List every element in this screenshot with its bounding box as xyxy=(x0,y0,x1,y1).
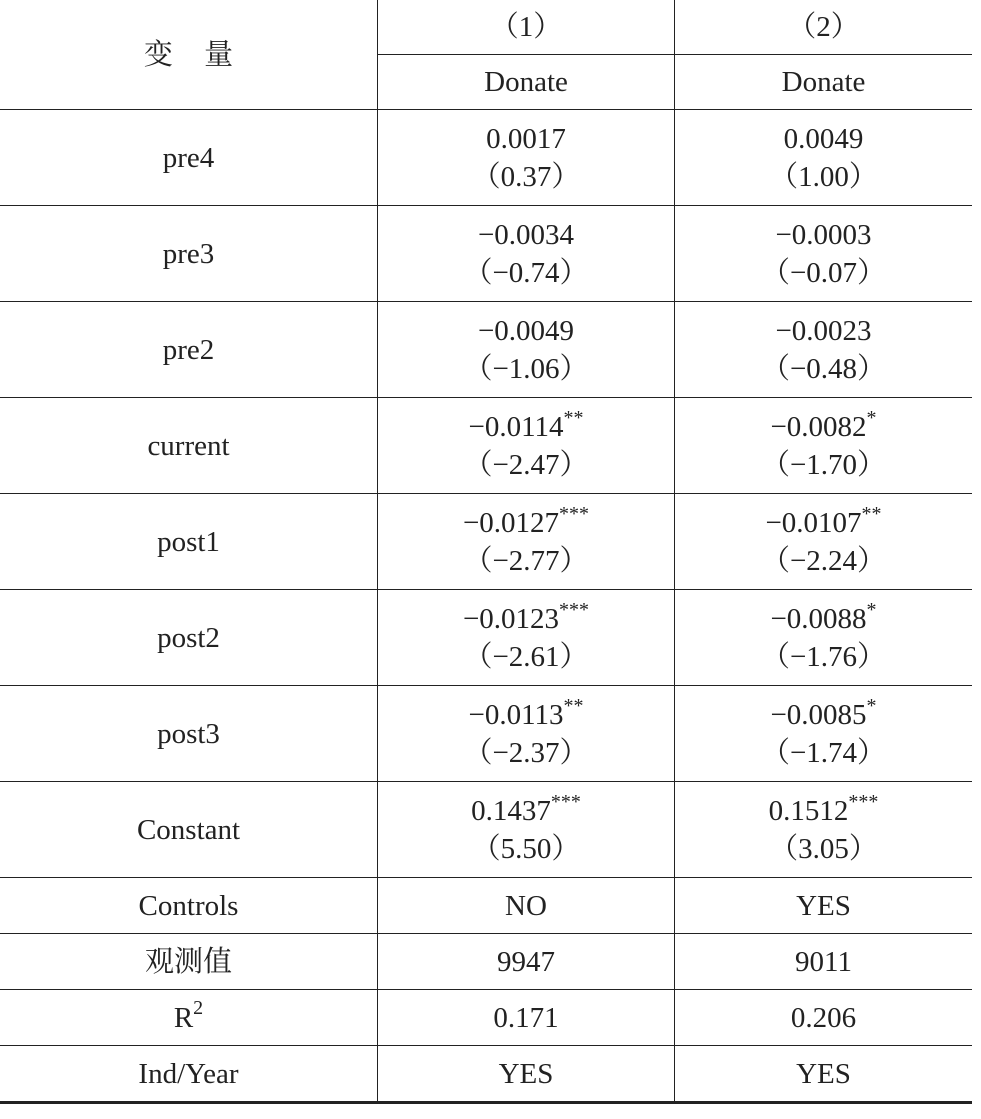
coefficient-value: −0.0034 xyxy=(477,218,575,251)
coefficient-cell xyxy=(675,494,973,590)
coefficient-value: −0.0107 xyxy=(765,506,862,539)
superscript-two: 2 xyxy=(193,996,204,1019)
coefficient-value: −0.0088 xyxy=(770,602,867,635)
variable-name: pre3 xyxy=(0,206,378,302)
coefficient-value: −0.0127 xyxy=(462,506,560,539)
t-statistic: （−0.74） xyxy=(463,256,589,289)
t-statistic: （−2.24） xyxy=(760,544,887,577)
t-statistic: （−1.06） xyxy=(463,352,589,385)
coefficient-value-line xyxy=(378,408,674,446)
variable-name: Constant xyxy=(0,782,378,878)
t-statistic: （−2.61） xyxy=(463,640,589,673)
coefficient-value: 0.0017 xyxy=(486,122,566,155)
coefficient-row xyxy=(0,494,972,590)
variable-name: post3 xyxy=(0,686,378,782)
variable-header-label: 变 量 xyxy=(143,38,246,71)
column-1-number: （1） xyxy=(378,0,675,55)
summary-label xyxy=(0,934,378,990)
coefficient-value: −0.0082 xyxy=(770,410,867,443)
summary-label-text: R xyxy=(173,1001,194,1034)
significance-stars: *** xyxy=(559,502,590,525)
summary-row-controls xyxy=(0,878,972,934)
coefficient-value: 0.0049 xyxy=(783,122,864,155)
variable-name: pre4 xyxy=(0,110,378,206)
coefficient-value: 0.1437 xyxy=(471,794,551,827)
coefficient-row xyxy=(0,590,972,686)
summary-row-observations xyxy=(0,934,972,990)
column-2-number: （2） xyxy=(675,0,973,55)
summary-value: 9947 xyxy=(378,934,675,990)
summary-row-fixed-effects xyxy=(0,1046,972,1103)
t-statistic: （0.37） xyxy=(471,160,581,193)
coefficient-value-line xyxy=(675,504,972,542)
coefficient-row xyxy=(0,686,972,782)
coefficient-cell xyxy=(675,110,973,206)
summary-label-text: 观测值 xyxy=(144,945,232,978)
coefficient-cell xyxy=(378,782,675,878)
coefficient-cell xyxy=(378,302,675,398)
coefficient-row xyxy=(0,302,972,398)
coefficient-value-line xyxy=(675,120,972,158)
coefficient-row xyxy=(0,206,972,302)
coefficient-value: −0.0114 xyxy=(468,410,564,443)
t-statistic: （3.05） xyxy=(769,832,878,865)
t-statistic: （1.00） xyxy=(769,160,878,193)
coefficient-value-line xyxy=(378,216,674,254)
column-1-dependent-variable: Donate xyxy=(378,55,675,110)
coefficient-row xyxy=(0,782,972,878)
coefficient-cell xyxy=(378,110,675,206)
coefficient-cell xyxy=(378,206,675,302)
coefficient-value: −0.0003 xyxy=(775,218,872,251)
coefficient-cell xyxy=(675,206,973,302)
significance-stars: ** xyxy=(861,502,882,525)
coefficient-value: −0.0113 xyxy=(468,698,564,731)
significance-stars: * xyxy=(866,598,877,621)
significance-stars: *** xyxy=(559,598,590,621)
variable-name: pre2 xyxy=(0,302,378,398)
coefficient-value-line xyxy=(378,504,674,542)
coefficient-value-line xyxy=(378,120,674,158)
column-2-dependent-variable: Donate xyxy=(675,55,973,110)
t-statistic: （−1.76） xyxy=(760,640,887,673)
coefficient-value-line xyxy=(675,792,972,830)
coefficient-cell xyxy=(675,686,973,782)
coefficient-value-line xyxy=(675,696,972,734)
coefficient-value: 0.1512 xyxy=(768,794,849,827)
summary-value: 0.206 xyxy=(675,990,973,1046)
summary-row-r-squared xyxy=(0,990,972,1046)
coefficient-cell xyxy=(378,590,675,686)
significance-stars: * xyxy=(866,406,877,429)
summary-label xyxy=(0,1046,378,1103)
coefficient-value-line xyxy=(378,600,674,638)
coefficient-value-line xyxy=(378,696,674,734)
significance-stars: *** xyxy=(848,790,879,813)
summary-label xyxy=(0,878,378,934)
variable-name: post1 xyxy=(0,494,378,590)
variable-name: post2 xyxy=(0,590,378,686)
variable-name: current xyxy=(0,398,378,494)
summary-value: 0.171 xyxy=(378,990,675,1046)
coefficient-value: −0.0123 xyxy=(462,602,560,635)
significance-stars: *** xyxy=(550,790,581,813)
summary-label-text: Controls xyxy=(138,889,239,922)
coefficient-value-line xyxy=(675,312,972,350)
coefficient-cell xyxy=(378,494,675,590)
coefficient-value: −0.0049 xyxy=(477,314,575,347)
coefficient-cell xyxy=(378,686,675,782)
summary-value: YES xyxy=(675,1046,973,1103)
header-row-column-numbers xyxy=(0,0,972,55)
summary-label-text: Ind/Year xyxy=(138,1057,239,1090)
significance-stars: * xyxy=(866,694,877,717)
summary-value: NO xyxy=(378,878,675,934)
coefficient-cell xyxy=(675,302,973,398)
t-statistic: （−1.74） xyxy=(760,736,887,769)
t-statistic: （−2.37） xyxy=(463,736,589,769)
coefficient-value: −0.0085 xyxy=(770,698,867,731)
coefficient-cell xyxy=(675,590,973,686)
coefficient-row xyxy=(0,398,972,494)
coefficient-value-line xyxy=(675,216,972,254)
coefficient-value-line xyxy=(378,312,674,350)
t-statistic: （−0.07） xyxy=(760,256,887,289)
t-statistic: （−2.77） xyxy=(463,544,589,577)
coefficient-cell xyxy=(675,398,973,494)
coefficient-value-line xyxy=(675,408,972,446)
coefficient-row xyxy=(0,110,972,206)
summary-value: 9011 xyxy=(675,934,973,990)
t-statistic: （−1.70） xyxy=(760,448,887,481)
coefficient-value: −0.0023 xyxy=(775,314,872,347)
coefficient-cell xyxy=(378,398,675,494)
coefficient-value-line xyxy=(675,600,972,638)
t-statistic: （−0.48） xyxy=(760,352,887,385)
coefficient-cell xyxy=(675,782,973,878)
summary-label xyxy=(0,990,378,1046)
variable-header-cell xyxy=(0,0,378,110)
significance-stars: ** xyxy=(563,694,584,717)
significance-stars: ** xyxy=(563,406,584,429)
t-statistic: （−2.47） xyxy=(463,448,589,481)
summary-value: YES xyxy=(675,878,973,934)
t-statistic: （5.50） xyxy=(471,832,581,865)
coefficient-value-line xyxy=(378,792,674,830)
summary-value: YES xyxy=(378,1046,675,1103)
